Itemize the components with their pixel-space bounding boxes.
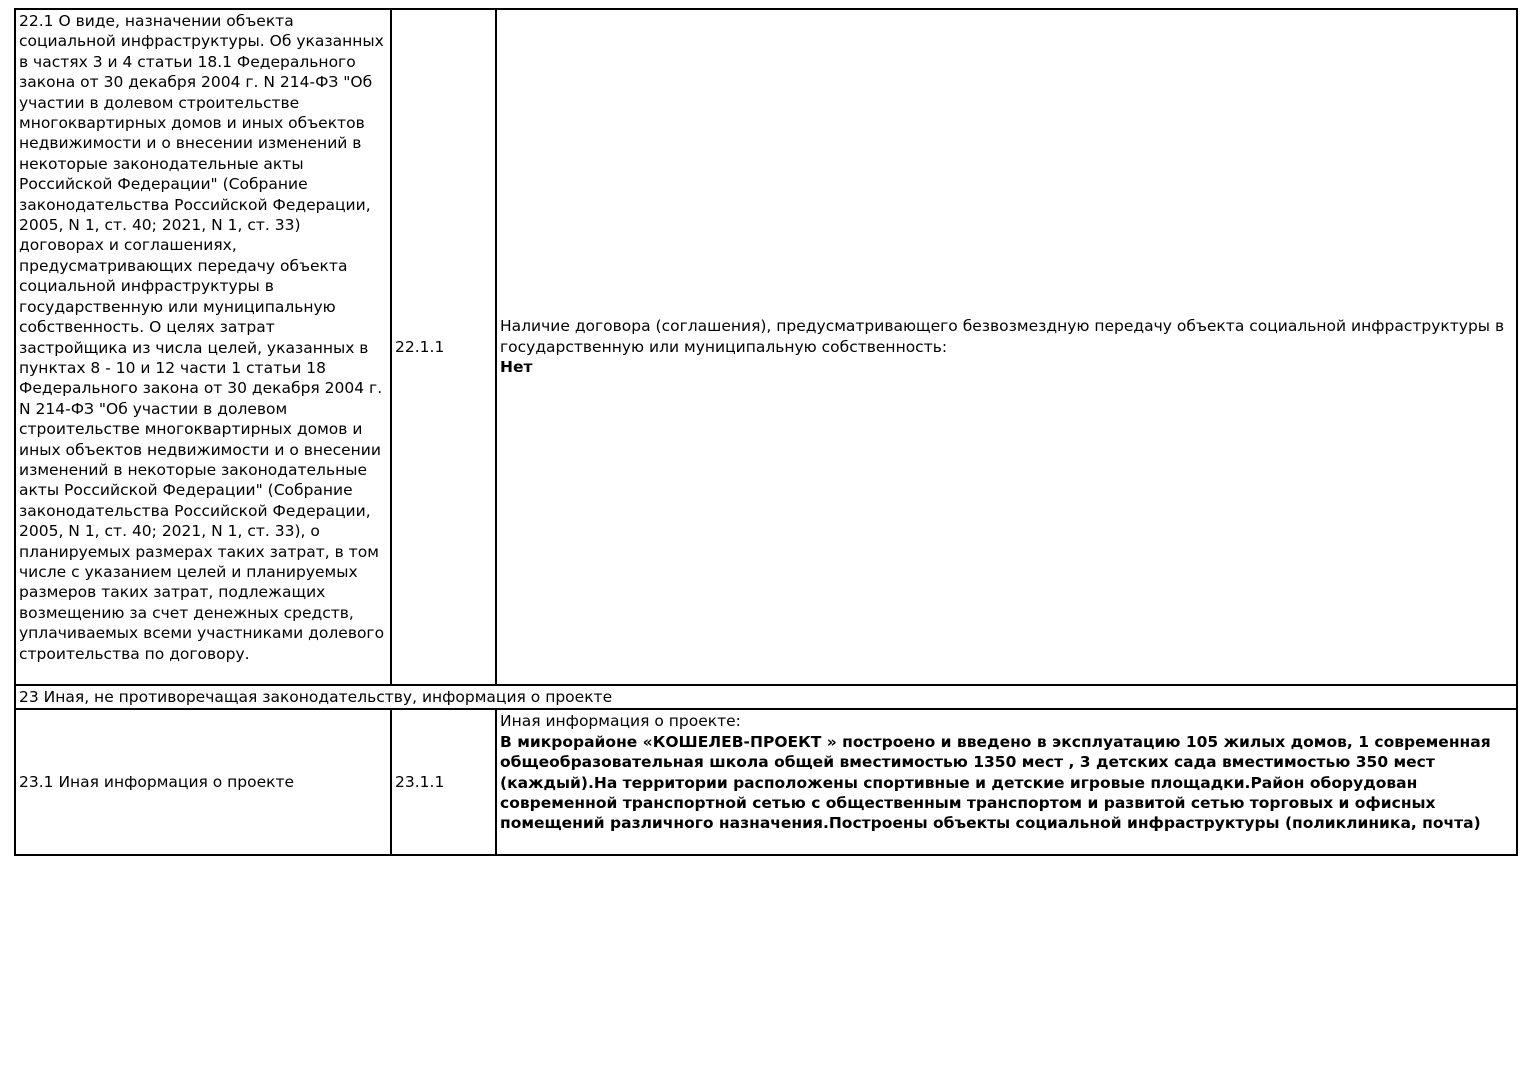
agreement-presence-value: Нет [500,358,533,377]
section-23-1-code: 23.1.1 [391,709,496,855]
section-23-1-content-cell [496,709,1517,855]
declaration-table [14,8,1518,856]
table-row-section-23 [15,685,1517,709]
section-22-1-code: 22.1.1 [391,9,496,685]
table-row-22-1 [15,9,1517,685]
section-22-1-content-cell [496,9,1517,685]
section-23-1-description: 23.1 Иная информация о проекте [15,709,391,855]
agreement-presence-label: Наличие договора (соглашения), предусматривающего безвозмездную передачу объекта социальной инфраструктуры в государственную или муниципальную собственность: [500,317,1505,356]
other-info-value: В микрорайоне «КОШЕЛЕВ-ПРОЕКТ » построено и введено в эксплуатацию 105 жилых домов, 1 современная общеобразовательная школа общей вместимостью 1350 мест , 3 детских сада вместимостью 350 мест (каждый).На территории расположены спортивные и детские игровые площадки.Район оборудован современной транспортной сетью с общественным транспортом и развитой сетью торговых и офисных помещений различного назначения.Построены объекты социальной инфраструктуры (поликлиника, почта) [500,732,1491,833]
section-22-1-description: 22.1 О виде, назначении объекта социальной инфраструктуры. Об указанных в частях 3 и 4 статьи 18.1 Федерального закона от 30 декабря 2004 г. N 214-ФЗ "Об участии в долевом строительстве многоквартирных домов и иных объектов недвижимости и о внесении изменений в некоторые законодательные акты Российской Федерации" (Собрание законодательства Российской Федерации, 2005, N 1, ст. 40; 2021, N 1, ст. 33) договорах и соглашениях, предусматривающих передачу объекта социальной инфраструктуры в государственную или муниципальную собственность. О целях затрат застройщика из числа целей, указанных в пунктах 8 - 10 и 12 части 1 статьи 18 Федерального закона от 30 декабря 2004 г. N 214-ФЗ "Об участии в долевом строительстве многоквартирных домов и иных объектов недвижимости и о внесении изменений в некоторые законодательные акты Российской Федерации" (Собрание законодательства Российской Федерации, 2005, N 1, ст. 40; 2021, N 1, ст. 33), о планируемых размерах таких затрат, в том числе с указанием целей и планируемых размеров таких затрат, подлежащих возмещению за счет денежных средств, уплачиваемых всеми участниками долевого строительства по договору. [15,9,391,685]
other-info-label: Иная информация о проекте: [500,712,741,731]
section-23-header: 23 Иная, не противоречащая законодательству, информация о проекте [15,685,1517,709]
project-declaration-document [14,8,1518,856]
table-row-23-1 [15,709,1517,855]
